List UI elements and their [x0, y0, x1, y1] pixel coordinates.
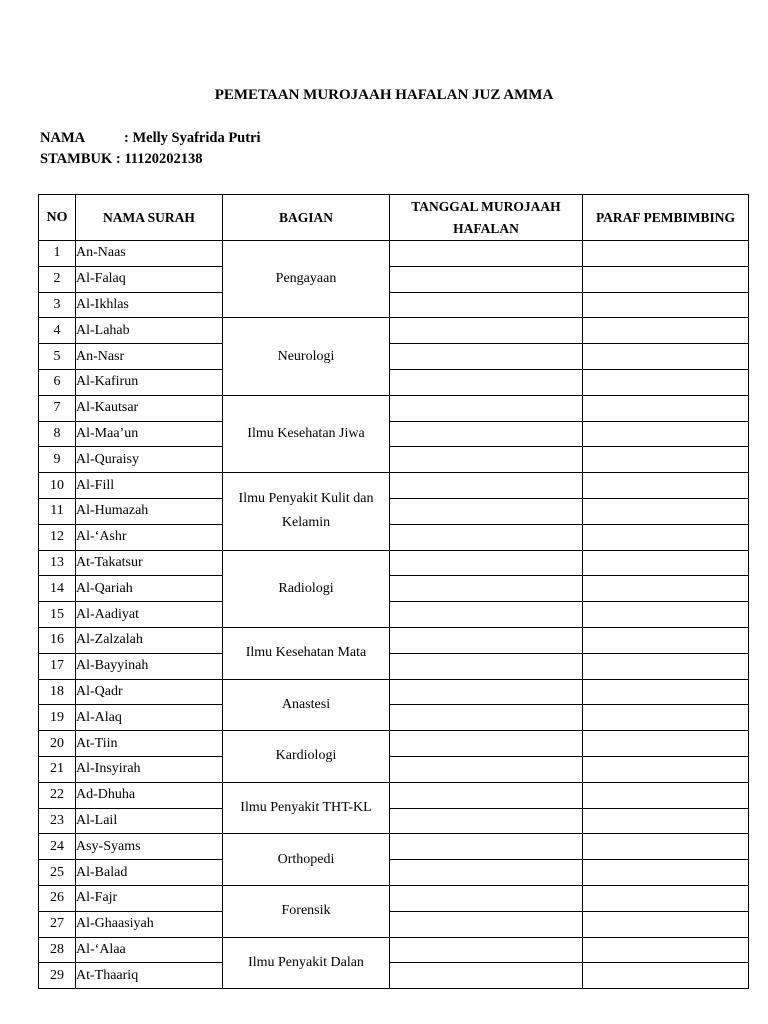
paraf-cell[interactable] [583, 473, 749, 499]
row-number: 22 [39, 782, 76, 808]
surah-name: Al-Ghaasiyah [76, 911, 223, 937]
paraf-cell[interactable] [583, 550, 749, 576]
table-row [39, 318, 749, 344]
tanggal-cell[interactable] [390, 885, 583, 911]
tanggal-cell[interactable] [390, 963, 583, 989]
row-number: 25 [39, 860, 76, 886]
surah-name: Al-Kautsar [76, 395, 223, 421]
surah-name: Al-Ikhlas [76, 292, 223, 318]
surah-name: Al-Qariah [76, 576, 223, 602]
paraf-cell[interactable] [583, 860, 749, 886]
row-number: 26 [39, 885, 76, 911]
surah-name: Al-Maa’un [76, 421, 223, 447]
table-body [39, 241, 749, 989]
paraf-cell[interactable] [583, 627, 749, 653]
bagian-cell: Neurologi [223, 318, 390, 395]
surah-name: An-Nasr [76, 344, 223, 370]
table-row [39, 705, 749, 731]
row-number: 16 [39, 627, 76, 653]
bagian-cell: Ilmu Kesehatan Jiwa [223, 395, 390, 472]
paraf-cell[interactable] [583, 705, 749, 731]
row-number: 29 [39, 963, 76, 989]
table-row [39, 395, 749, 421]
table-row [39, 344, 749, 370]
table-row [39, 266, 749, 292]
paraf-cell[interactable] [583, 679, 749, 705]
paraf-cell[interactable] [583, 576, 749, 602]
tanggal-cell[interactable] [390, 602, 583, 628]
surah-name: Al-Kafirun [76, 369, 223, 395]
row-number: 24 [39, 834, 76, 860]
row-number: 15 [39, 602, 76, 628]
surah-name: Al-Zalzalah [76, 627, 223, 653]
stambuk-value: 11120202138 [124, 151, 203, 167]
header-no: NO [39, 195, 76, 241]
row-number: 4 [39, 318, 76, 344]
row-number: 13 [39, 550, 76, 576]
bagian-cell: Orthopedi [223, 834, 390, 886]
header-nama-surah: NAMA SURAH [76, 195, 223, 241]
paraf-cell[interactable] [583, 498, 749, 524]
paraf-cell[interactable] [583, 524, 749, 550]
tanggal-cell[interactable] [390, 679, 583, 705]
row-number: 28 [39, 937, 76, 963]
table-row [39, 576, 749, 602]
table-row [39, 653, 749, 679]
row-number: 23 [39, 808, 76, 834]
table-row [39, 627, 749, 653]
surah-name: Ad-Dhuha [76, 782, 223, 808]
surah-name: Al-‘Ashr [76, 524, 223, 550]
tanggal-cell[interactable] [390, 498, 583, 524]
tanggal-cell[interactable] [390, 627, 583, 653]
document-title: PEMETAAN MUROJAAH HAFALAN JUZ AMMA [214, 87, 554, 103]
paraf-cell[interactable] [583, 731, 749, 757]
stambuk-label: STAMBUK [40, 151, 113, 167]
paraf-cell[interactable] [583, 756, 749, 782]
bagian-cell: Ilmu Penyakit THT-KL [223, 782, 390, 834]
tanggal-cell[interactable] [390, 834, 583, 860]
row-number: 9 [39, 447, 76, 473]
paraf-cell[interactable] [583, 395, 749, 421]
tanggal-cell[interactable] [390, 241, 583, 267]
surah-name: Al-Humazah [76, 498, 223, 524]
row-number: 5 [39, 344, 76, 370]
row-number: 11 [39, 498, 76, 524]
tanggal-cell[interactable] [390, 473, 583, 499]
bagian-cell: Forensik [223, 885, 390, 937]
tanggal-cell[interactable] [390, 782, 583, 808]
table-row [39, 731, 749, 757]
table-row [39, 937, 749, 963]
surah-name: Al-Quraisy [76, 447, 223, 473]
header-paraf-pembimbing: PARAF PEMBIMBING [583, 195, 749, 241]
table-row [39, 756, 749, 782]
paraf-cell[interactable] [583, 782, 749, 808]
surah-name: At-Tiin [76, 731, 223, 757]
table-row [39, 679, 749, 705]
paraf-cell[interactable] [583, 318, 749, 344]
surah-name: Al-Fill [76, 473, 223, 499]
murojaah-table [38, 194, 749, 989]
tanggal-cell[interactable] [390, 576, 583, 602]
surah-name: Asy-Syams [76, 834, 223, 860]
surah-name: Al-Lail [76, 808, 223, 834]
table-row [39, 885, 749, 911]
surah-name: Al-Balad [76, 860, 223, 886]
paraf-cell[interactable] [583, 421, 749, 447]
surah-name: Al-Bayyinah [76, 653, 223, 679]
tanggal-cell[interactable] [390, 369, 583, 395]
surah-name: Al-Alaq [76, 705, 223, 731]
tanggal-cell[interactable] [390, 756, 583, 782]
table-row [39, 550, 749, 576]
tanggal-cell[interactable] [390, 266, 583, 292]
tanggal-cell[interactable] [390, 911, 583, 937]
row-number: 2 [39, 266, 76, 292]
paraf-cell[interactable] [583, 266, 749, 292]
surah-name: Al-Qadr [76, 679, 223, 705]
surah-name: Al-Falaq [76, 266, 223, 292]
tanggal-cell[interactable] [390, 524, 583, 550]
bagian-cell: Ilmu Penyakit Dalan [223, 937, 390, 989]
paraf-cell[interactable] [583, 653, 749, 679]
tanggal-cell[interactable] [390, 705, 583, 731]
row-number: 10 [39, 473, 76, 499]
table-row [39, 911, 749, 937]
row-number: 12 [39, 524, 76, 550]
row-number: 19 [39, 705, 76, 731]
tanggal-cell[interactable] [390, 447, 583, 473]
bagian-cell: Ilmu Penyakit Kulit dan Kelamin [223, 473, 390, 550]
surah-name: Al-Fajr [76, 885, 223, 911]
table-row [39, 524, 749, 550]
tanggal-cell[interactable] [390, 318, 583, 344]
table-row [39, 860, 749, 886]
bagian-cell: Pengayaan [223, 241, 390, 318]
table-row [39, 498, 749, 524]
stambuk-line [40, 151, 203, 168]
tanggal-cell[interactable] [390, 653, 583, 679]
paraf-cell[interactable] [583, 344, 749, 370]
nama-separator: : [124, 130, 129, 146]
header-tanggal-murojaah: TANGGAL MUROJAAH HAFALAN [390, 195, 583, 241]
row-number: 8 [39, 421, 76, 447]
paraf-cell[interactable] [583, 911, 749, 937]
row-number: 21 [39, 756, 76, 782]
bagian-cell: Ilmu Kesehatan Mata [223, 627, 390, 679]
table-row [39, 421, 749, 447]
table-row [39, 782, 749, 808]
row-number: 14 [39, 576, 76, 602]
table-row [39, 241, 749, 267]
tanggal-cell[interactable] [390, 550, 583, 576]
table-header-row [39, 195, 749, 241]
table-row [39, 292, 749, 318]
paraf-cell[interactable] [583, 808, 749, 834]
paraf-cell[interactable] [583, 885, 749, 911]
surah-name: Al-Aadiyat [76, 602, 223, 628]
surah-name: Al-Lahab [76, 318, 223, 344]
paraf-cell[interactable] [583, 963, 749, 989]
tanggal-cell[interactable] [390, 937, 583, 963]
surah-name: At-Thaariq [76, 963, 223, 989]
row-number: 6 [39, 369, 76, 395]
paraf-cell[interactable] [583, 447, 749, 473]
stambuk-separator: : [115, 151, 121, 167]
table-row [39, 369, 749, 395]
surah-name: At-Takatsur [76, 550, 223, 576]
paraf-cell[interactable] [583, 369, 749, 395]
table-row [39, 834, 749, 860]
header-bagian: BAGIAN [223, 195, 390, 241]
tanggal-cell[interactable] [390, 421, 583, 447]
surah-name: Al-Insyirah [76, 756, 223, 782]
tanggal-cell[interactable] [390, 808, 583, 834]
tanggal-cell[interactable] [390, 731, 583, 757]
row-number: 17 [39, 653, 76, 679]
bagian-cell: Kardiologi [223, 731, 390, 783]
paraf-cell[interactable] [583, 241, 749, 267]
table-row [39, 473, 749, 499]
nama-line [40, 130, 261, 147]
nama-label: NAMA [40, 130, 86, 146]
table-row [39, 963, 749, 989]
table-row [39, 447, 749, 473]
tanggal-cell[interactable] [390, 860, 583, 886]
nama-value: Melly Syafrida Putri [132, 130, 261, 146]
row-number: 27 [39, 911, 76, 937]
row-number: 20 [39, 731, 76, 757]
row-number: 1 [39, 241, 76, 267]
surah-name: An-Naas [76, 241, 223, 267]
row-number: 18 [39, 679, 76, 705]
table-row [39, 808, 749, 834]
paraf-cell[interactable] [583, 937, 749, 963]
table-row [39, 602, 749, 628]
tanggal-cell[interactable] [390, 292, 583, 318]
bagian-cell: Radiologi [223, 550, 390, 627]
row-number: 7 [39, 395, 76, 421]
tanggal-cell[interactable] [390, 344, 583, 370]
row-number: 3 [39, 292, 76, 318]
paraf-cell[interactable] [583, 292, 749, 318]
paraf-cell[interactable] [583, 834, 749, 860]
tanggal-cell[interactable] [390, 395, 583, 421]
paraf-cell[interactable] [583, 602, 749, 628]
bagian-cell: Anastesi [223, 679, 390, 731]
surah-name: Al-‘Alaa [76, 937, 223, 963]
